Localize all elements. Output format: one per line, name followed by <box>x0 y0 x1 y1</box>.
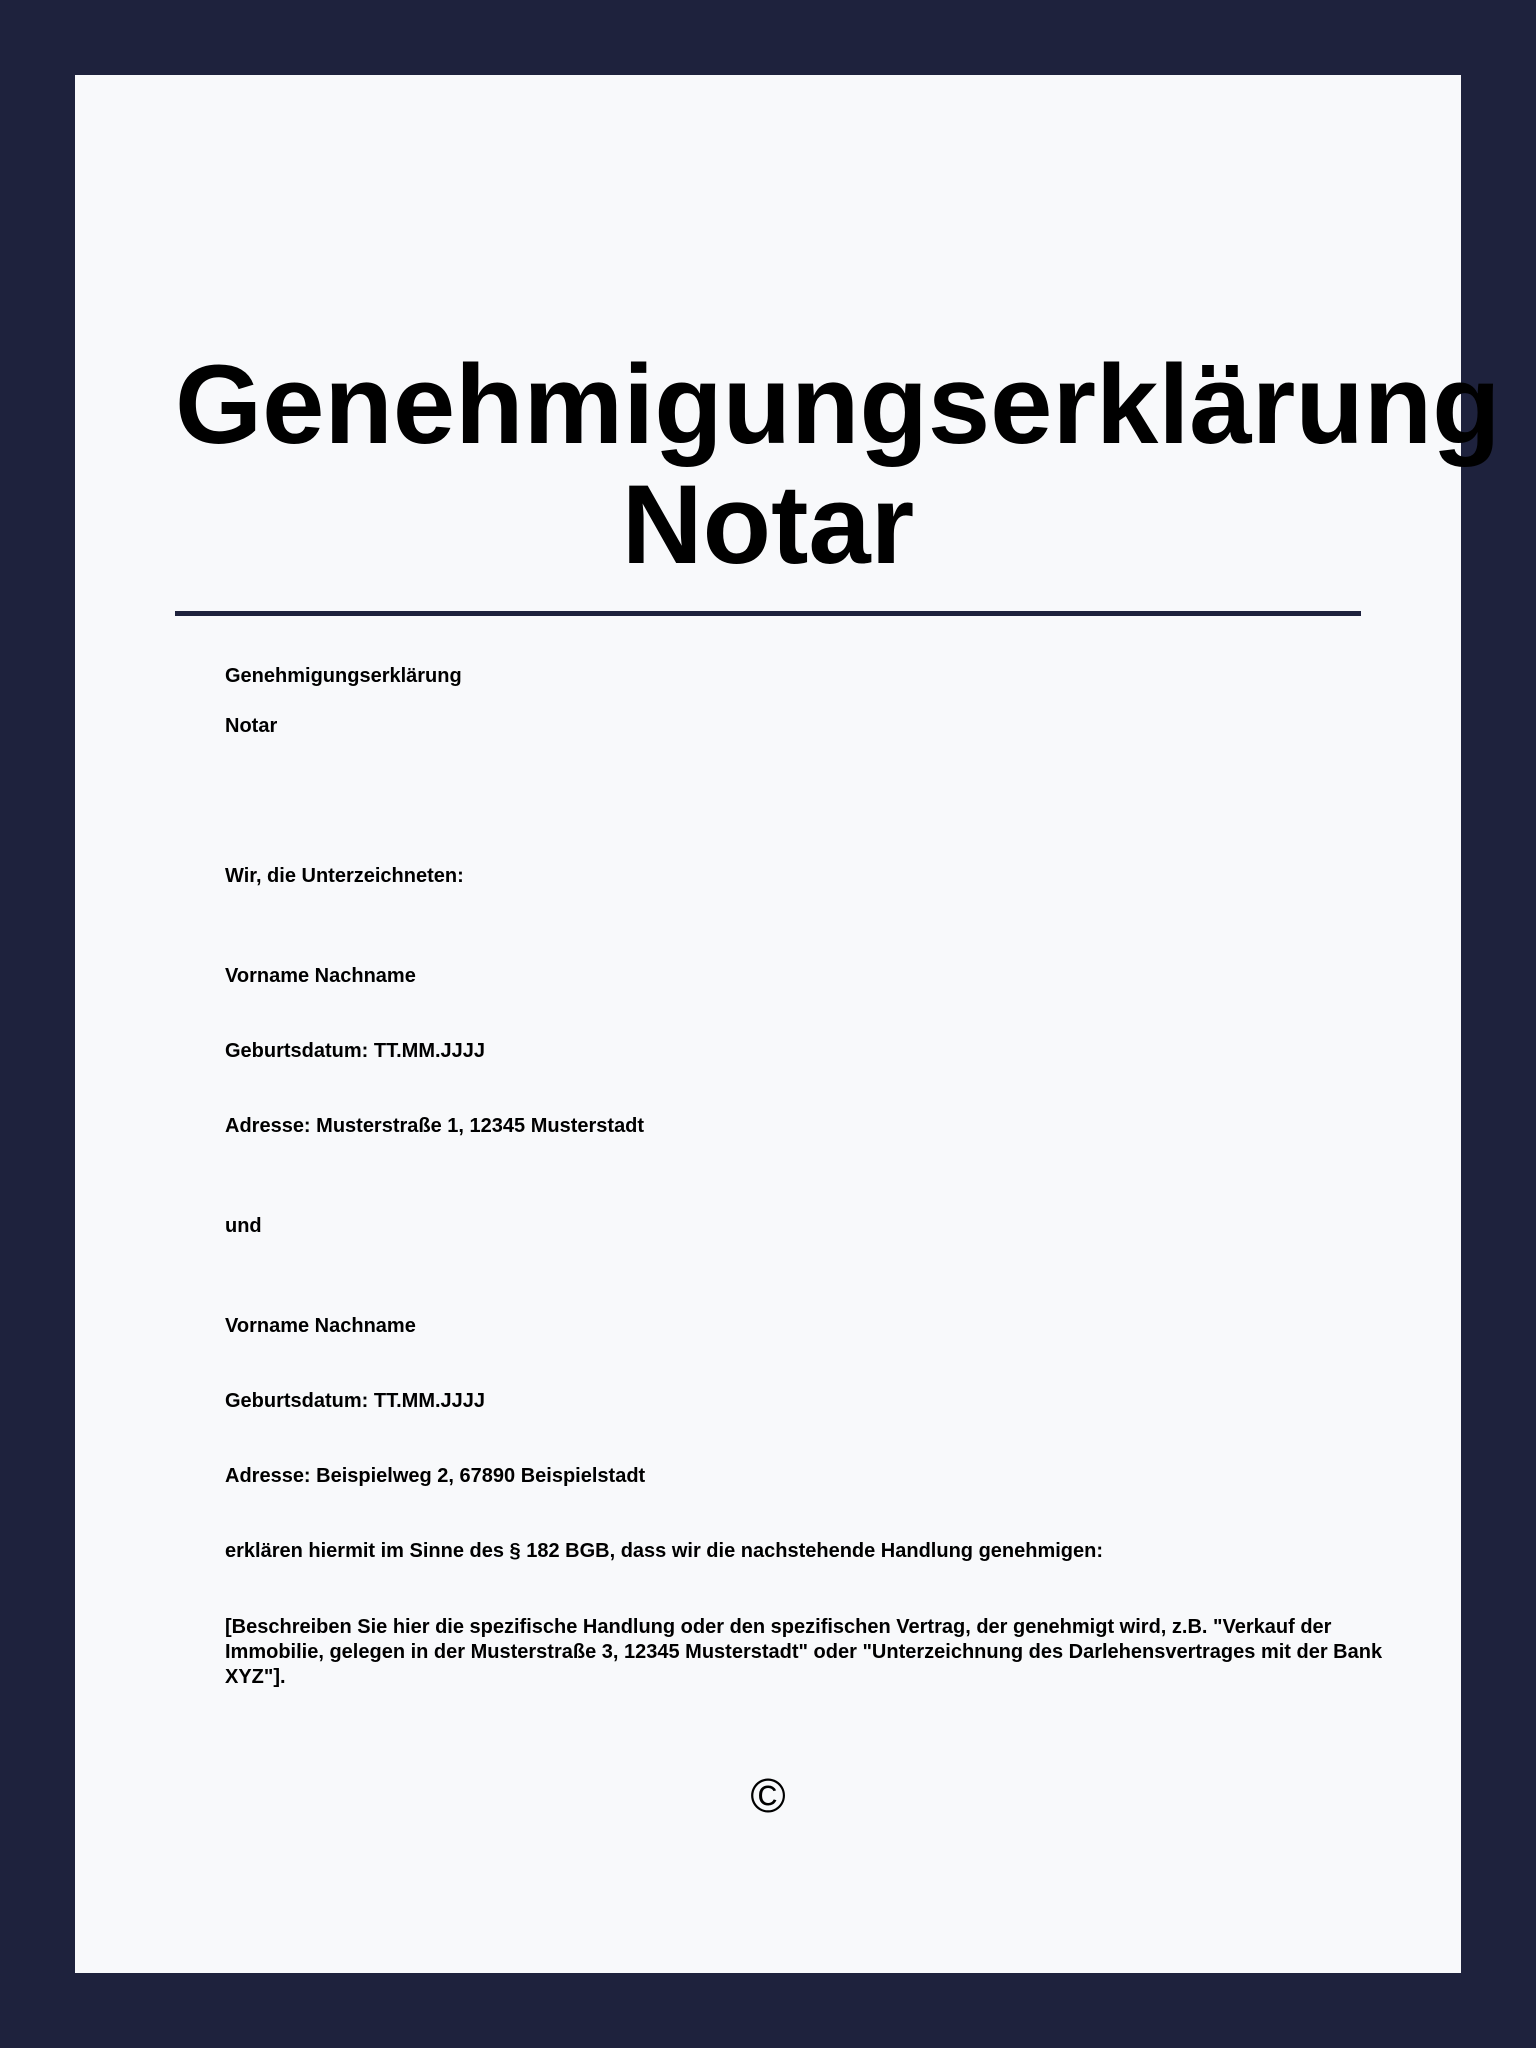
conjunction-text: und <box>225 1215 262 1237</box>
intro-text: Wir, die Unterzeichneten: <box>225 865 464 887</box>
person2-name: Vorname Nachname <box>225 1315 416 1337</box>
document-page <box>75 75 1501 1973</box>
copyright-icon: © <box>750 1770 786 1823</box>
person1-name: Vorname Nachname <box>225 965 416 987</box>
declaration-text: erklären hiermit im Sinne des § 182 BGB, dass wir die nachstehende Handlung genehmigen: <box>225 1540 1104 1562</box>
person2-address: Adresse: Beispielweg 2, 67890 Beispielstadt <box>225 1465 646 1487</box>
title-line-2: Notar <box>621 462 915 587</box>
person1-birthdate: Geburtsdatum: TT.MM.JJJJ <box>225 1040 486 1062</box>
person2-birthdate: Geburtsdatum: TT.MM.JJJJ <box>225 1390 486 1412</box>
title-divider <box>175 611 1361 616</box>
description-paragraph: [Beschreiben Sie hier die spezifische Handlung oder den spezifischen Vertrag, der genehmigt wird, z.B. "Verkauf der Immobilie, gelegen in der Musterstraße 3, 12345 Musterstadt" oder "Unterzeichnung des Darlehensvertrages mit der Bank XYZ"]. <box>225 1616 1383 1688</box>
person1-address: Adresse: Musterstraße 1, 12345 Musterstadt <box>225 1115 645 1137</box>
subtitle-line-2: Notar <box>225 715 278 737</box>
subtitle-line-1: Genehmigungserklärung <box>225 665 462 687</box>
document-title <box>175 342 1501 587</box>
title-line-1: Genehmigungserklärung <box>175 342 1501 467</box>
